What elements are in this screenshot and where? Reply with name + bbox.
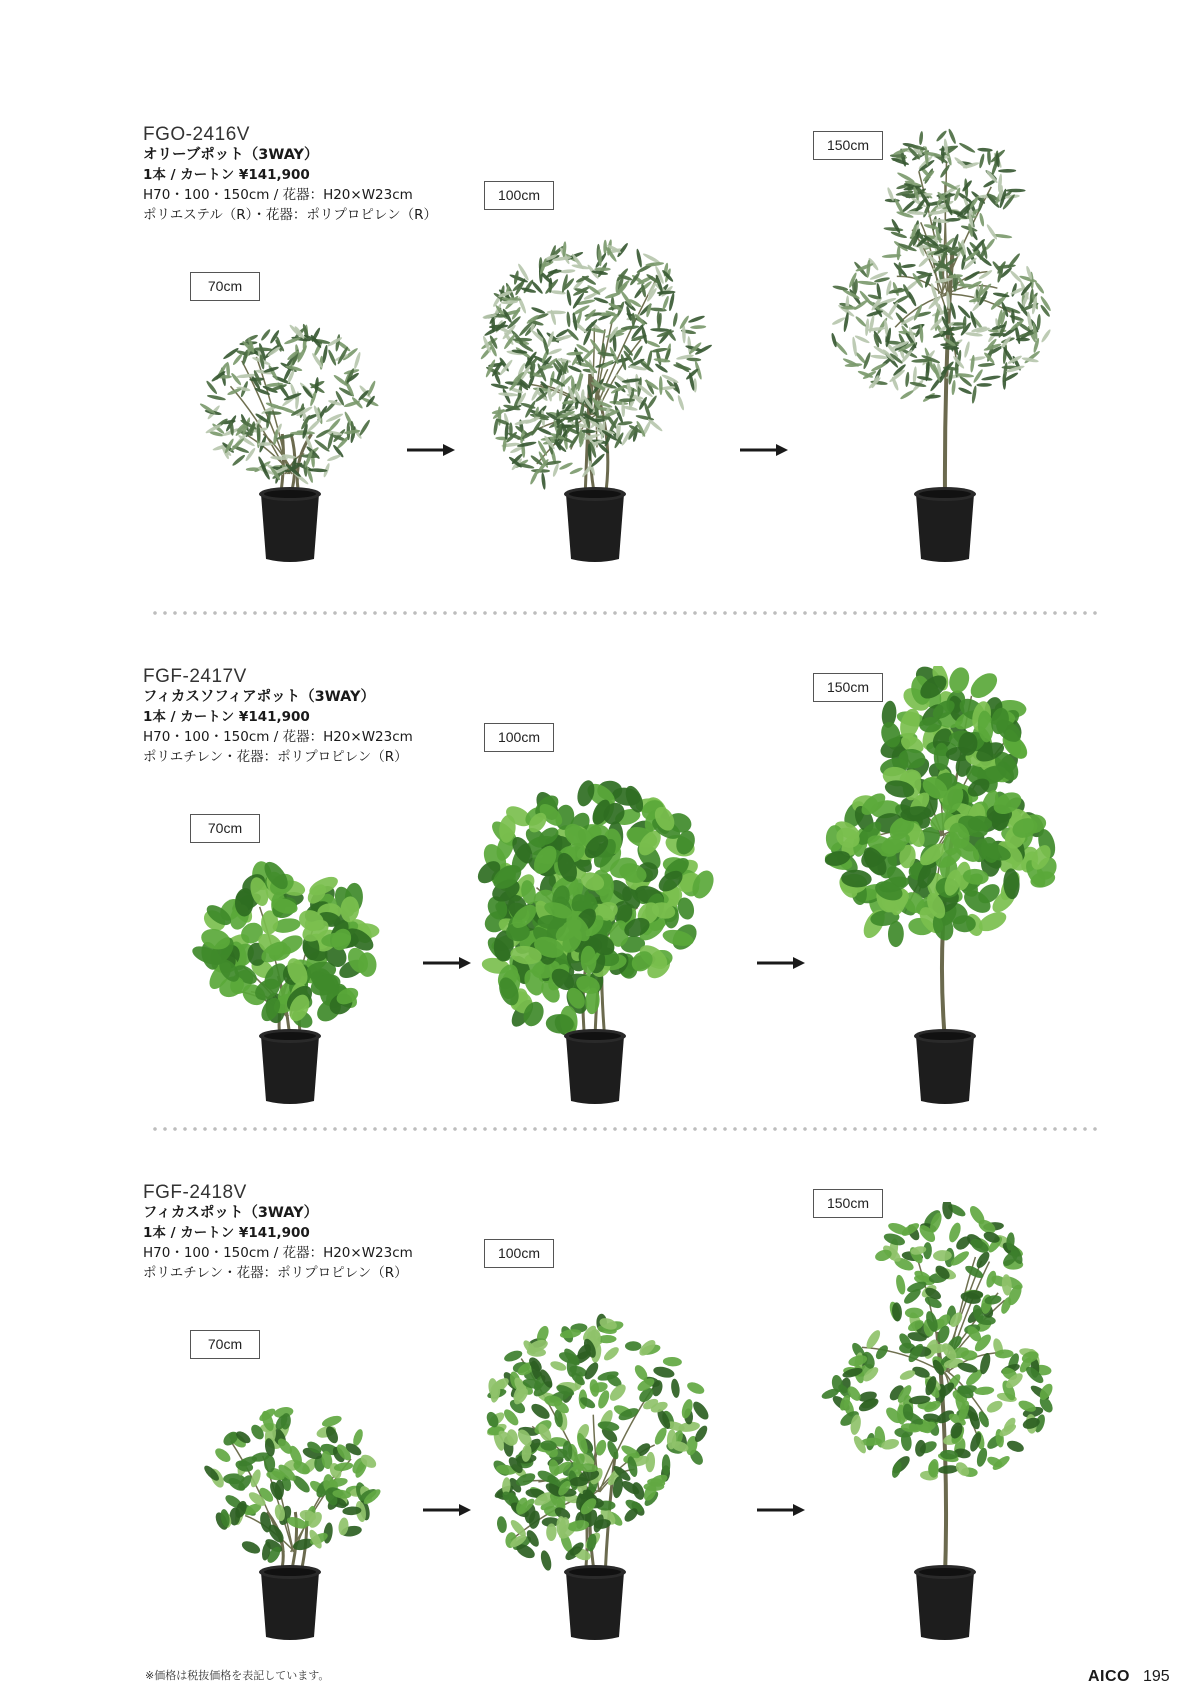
product-size: H70・100・150cm / 花器：H20×W23cm xyxy=(143,1245,413,1261)
plant-image-100cm xyxy=(465,1302,725,1642)
size-label-100: 100cm xyxy=(484,181,554,210)
product-section-1 xyxy=(0,124,1200,644)
product-size: H70・100・150cm / 花器：H20×W23cm xyxy=(143,729,413,745)
size-label-100: 100cm xyxy=(484,723,554,752)
product-info xyxy=(143,1182,413,1283)
plant-image-70cm xyxy=(175,314,405,564)
page-number: 195 xyxy=(1143,1668,1170,1685)
product-code: FGF-2417V xyxy=(143,666,247,687)
dotted-divider xyxy=(150,611,1100,615)
product-material: ポリエステル（R）・花器：ポリプロピレン（R） xyxy=(143,207,437,223)
product-price: 1本 / カートン ¥141,900 xyxy=(143,167,310,183)
size-label-70: 70cm xyxy=(190,272,260,301)
size-label-150: 150cm xyxy=(813,1189,883,1218)
arrow-icon xyxy=(407,442,457,458)
plant-image-70cm xyxy=(175,1392,405,1642)
arrow-icon xyxy=(757,1502,807,1518)
plant-image-150cm xyxy=(815,666,1075,1106)
plant-image-100cm xyxy=(465,224,725,564)
size-label-150: 150cm xyxy=(813,131,883,160)
plant-image-70cm xyxy=(175,856,405,1106)
dotted-divider xyxy=(150,1127,1100,1131)
price-footnote: ※価格は税抜価格を表記しています。 xyxy=(145,1669,330,1682)
product-material: ポリエチレン・花器：ポリプロピレン（R） xyxy=(143,749,408,765)
arrow-icon xyxy=(740,442,790,458)
product-material: ポリエチレン・花器：ポリプロピレン（R） xyxy=(143,1265,408,1281)
product-size: H70・100・150cm / 花器：H20×W23cm xyxy=(143,187,413,203)
product-info xyxy=(143,666,413,767)
size-label-150: 150cm xyxy=(813,673,883,702)
product-code: FGF-2418V xyxy=(143,1182,247,1203)
arrow-icon xyxy=(757,955,807,971)
product-price: 1本 / カートン ¥141,900 xyxy=(143,1225,310,1241)
size-label-70: 70cm xyxy=(190,814,260,843)
size-label-70: 70cm xyxy=(190,1330,260,1359)
product-code: FGO-2416V xyxy=(143,124,250,145)
plant-image-150cm xyxy=(815,124,1075,564)
size-label-100: 100cm xyxy=(484,1239,554,1268)
product-info xyxy=(143,124,437,225)
plant-image-150cm xyxy=(815,1202,1075,1642)
product-section-3 xyxy=(0,1182,1200,1702)
product-name: フィカスソフィアポット（3WAY） xyxy=(143,689,375,705)
product-price: 1本 / カートン ¥141,900 xyxy=(143,709,310,725)
brand-logo: AICO xyxy=(1088,1668,1130,1685)
product-name: フィカスポット（3WAY） xyxy=(143,1205,319,1221)
product-section-2 xyxy=(0,666,1200,1186)
plant-image-100cm xyxy=(465,766,725,1106)
product-name: オリーブポット（3WAY） xyxy=(143,147,319,163)
